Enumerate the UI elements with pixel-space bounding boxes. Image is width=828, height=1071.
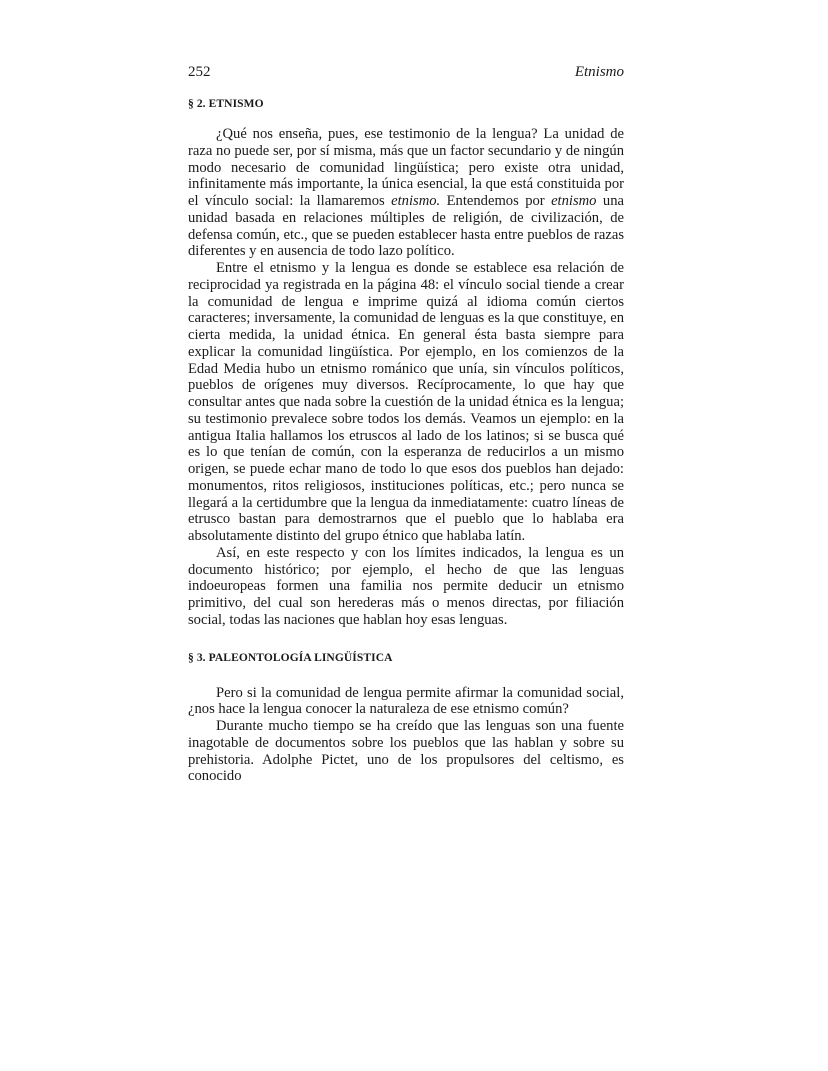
book-page [188, 62, 624, 785]
running-head [188, 62, 624, 82]
section-paleontologia-linguistica [188, 650, 624, 786]
running-title: Etnismo [574, 64, 624, 80]
italic-term: etnismo [551, 193, 597, 209]
paragraph: Entre el etnismo y la lengua es donde se establece esa relación de reciprocidad ya registrada en la página 48: el vínculo social tiende a crear la comunidad de lengua e imprime quizá al idioma común ciertos caracteres; inversamente, la comunidad de lenguas es la que constituye, en cierta medida, la unidad étnica. En general ésta basta siempre para explicar la comunidad lingüística. Por ejemplo, en los comienzos de la Edad Media hubo un etnismo románico que unía, sin vínculos políticos, pueblos de orígenes muy diversos. Recíprocamente, lo que hay que consultar antes que nada sobre la cuestión de la unidad étnica es la lengua; su testimonio prevalece sobre todos los demás. Veamos un ejemplo: en la antigua Italia hallamos los etruscos al lado de los latinos; si se busca qué es lo que tenían de común, con la esperanza de reducirlos a un mismo origen, se puede echar mano de todo lo que esos dos pueblos han dejado: monumentos, ritos religiosos, instituciones políticas, etc.; pero nunca se llegará a la certidumbre que la lengua da inmediatamente: cuatro líneas de etrusco bastan para demostrarnos que el pueblo que lo hablaba era absolutamente distinto del grupo étnico que hablaba latín. [188, 260, 624, 544]
paragraph [188, 126, 624, 260]
section-heading: § 3. PALEONTOLOGÍA LINGÜÍSTICA [188, 651, 393, 664]
paragraph: Durante mucho tiempo se ha creído que las lenguas son una fuente inagotable de documentos sobre los pueblos que las hablan y sobre su prehistoria. Adolphe Pictet, uno de los propulsores del celtismo, es conocido [188, 718, 624, 785]
text-run: Entendemos por [440, 193, 552, 209]
paragraph: Así, en este respecto y con los límites indicados, la lengua es un documento histórico; por ejemplo, el hecho de que las lenguas indoeuropeas formen una familia nos permite deducir un etnismo primitivo, del cual son herederas más o menos directas, por filiación social, todas las naciones que hablan hoy esas lenguas. [188, 544, 624, 628]
italic-term: etnismo. [391, 193, 441, 209]
section-etnismo [188, 96, 624, 629]
section-heading: § 2. ETNISMO [188, 98, 264, 110]
paragraph: Pero si la comunidad de lengua permite afirmar la comunidad social, ¿nos hace la lengua conocer la naturaleza de ese etnismo común? [188, 684, 624, 718]
text-run: una unidad basada en relaciones múltiples de religión, de civilización, de defensa común, etc., que se pueden establecer hasta entre pueblos de razas diferentes y en ausencia de todo lazo político. [188, 193, 624, 260]
text-run: ¿Qué nos enseña, pues, ese testimonio de la lengua? La unidad de raza no puede ser, por sí misma, más que un factor secundario y de ningún modo necesario de comunidad lingüística; pero existe otra unidad, infinitamente más importante, la única esencial, la que está constituida por el vínculo social: la llamaremos [188, 126, 624, 209]
page-number: 252 [188, 64, 211, 80]
